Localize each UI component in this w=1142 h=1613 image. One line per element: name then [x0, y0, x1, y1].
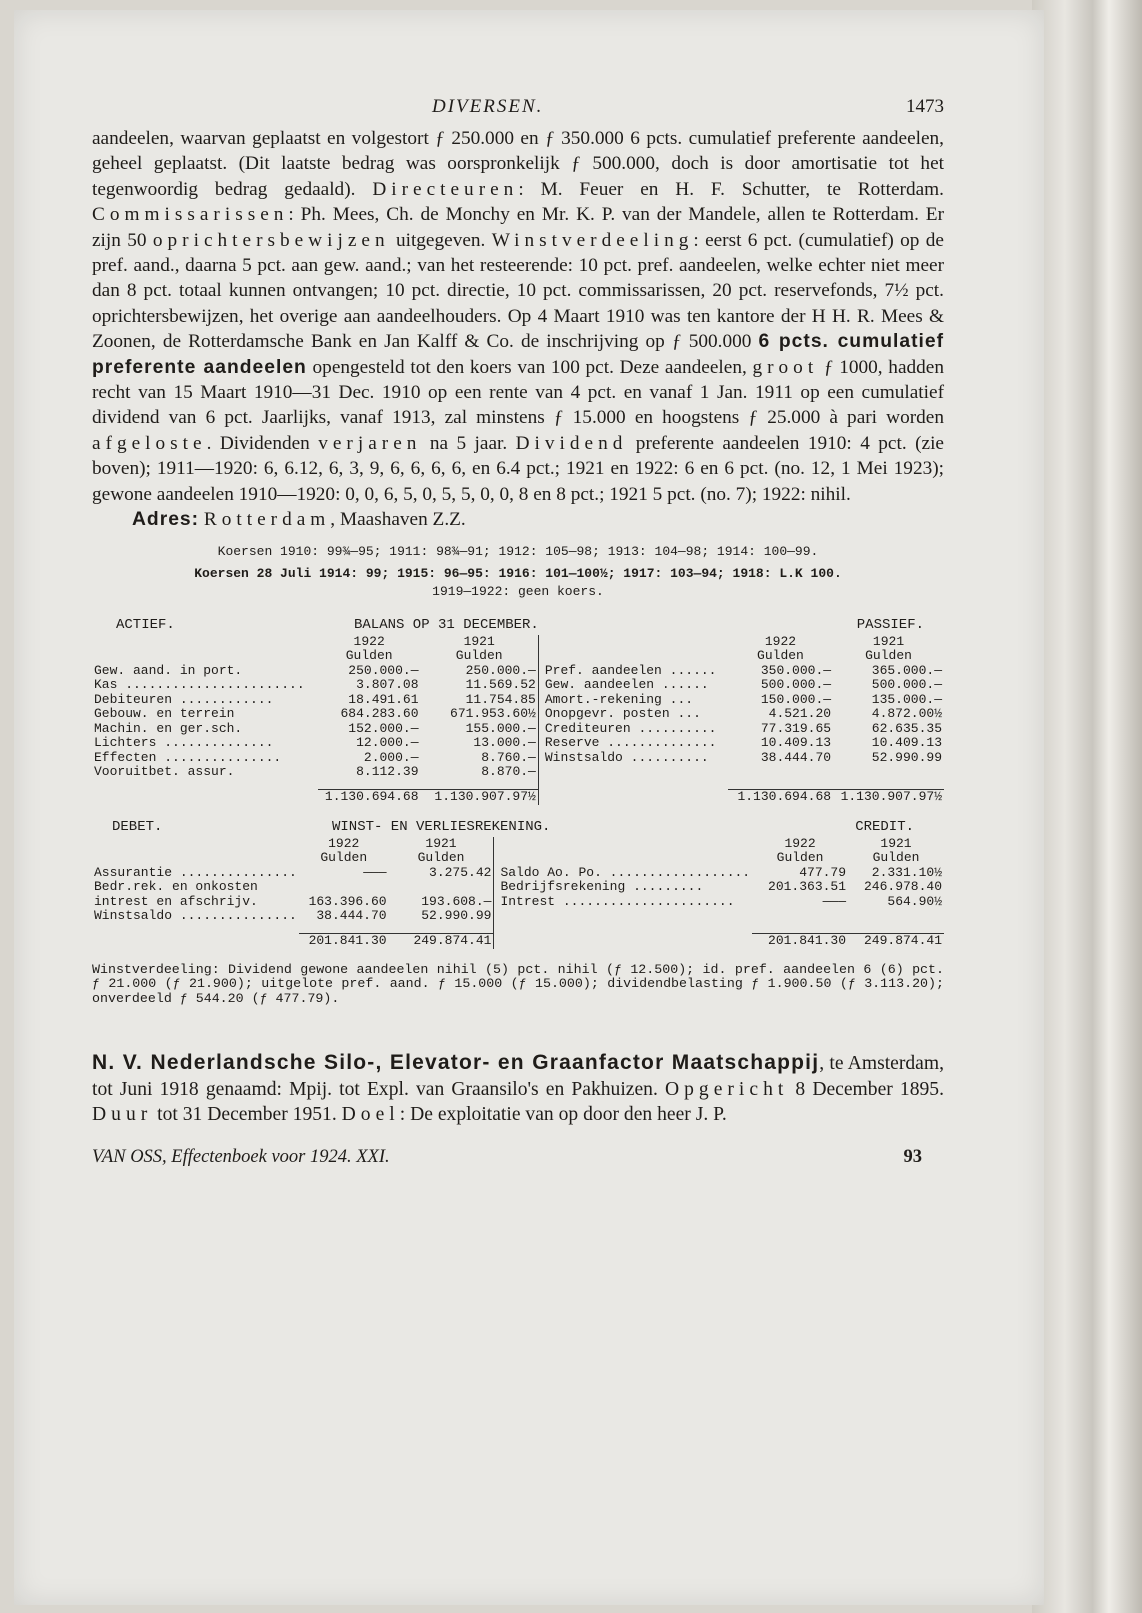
table-row — [92, 736, 944, 751]
unit-cell: Gulden — [417, 850, 465, 865]
body-text-segment: : M. Feuer en H. F. Schutter, te Rotterdam. — [518, 178, 944, 200]
value-cell: 155.000.— — [465, 720, 536, 736]
body-text-segment: : eerst 6 pct. (cumulatief) op de pref. aand., daarna 5 pct. aan gew. aand.; van het resteerende: 10 pct. pref. aandeelen, welke echter niet meer dan 8 pct. totaal kunnen ontvangen; 10 pct. directie, 10 pct. commissarissen, 20 pct. reservefonds, 7½ pct. oprichtersbewijzen, het overige aan aandeelhouders. Op 4 Maart 1910 was ten kantore der H H. R. Mees & Zoonen, de Rotterdamsche Bank en Jan Kalff & Co. de inschrijving op ƒ 500.000 — [92, 229, 944, 353]
row-label: Lichters .............. — [94, 735, 274, 750]
page-number: 1473 — [906, 96, 944, 117]
entry-duur: Duur — [92, 1104, 153, 1126]
table-row — [92, 693, 944, 708]
table-row — [92, 664, 944, 679]
passief-label: PASSIEF. — [856, 616, 924, 633]
row-label: Effecten ............... — [94, 749, 282, 765]
footer-sheet-number: 93 — [903, 1147, 922, 1168]
value-cell: 8.870.— — [481, 764, 536, 779]
winst-heading — [92, 819, 944, 837]
value-cell: 11.754.85 — [465, 691, 536, 707]
year-cell: 1922 — [353, 633, 385, 649]
body-text-segment: aandeelen, waarvan geplaatst en volgestort ƒ 250.000 en ƒ 350.000 6 pcts. cumulatief preferente aandeelen, geheel geplaatst. (Dit laatste bedrag was oorspronkelijk ƒ 500.000, doch is door amortisatie tot het tegenwoordig bedrag gedaald). — [92, 128, 944, 200]
year-cell: 1922 — [328, 835, 360, 851]
year-cell: 1921 — [425, 835, 457, 851]
table-row — [92, 751, 944, 766]
value-cell: 150.000.— — [760, 691, 832, 707]
value-cell: ——— — [363, 864, 387, 880]
value-cell: 10.409.13 — [760, 735, 832, 750]
value-cell: 671.953.60½ — [450, 706, 536, 721]
body-text-segment: Winstverdeeling — [491, 229, 694, 251]
value-cell: 246.978.40 — [863, 879, 942, 894]
unit-row — [92, 649, 944, 664]
running-header — [92, 96, 944, 126]
value-cell: 62.635.35 — [871, 720, 942, 736]
row-label: Amort.-rekening ... — [538, 693, 728, 708]
body-text-segment: : Ph. Mees, Ch. de Monchy en Mr. K. P. van der Mandele, allen te Rotterdam. Er zijn 50 — [92, 204, 944, 251]
year-row — [92, 837, 944, 852]
value-cell: 38.444.70 — [316, 908, 387, 923]
year-cell: 1921 — [463, 633, 495, 649]
table-row — [92, 880, 944, 895]
body-text-segment: opengesteld tot den koers van 100 pct. Deze aandeelen, — [306, 356, 753, 378]
total-cell: 249.874.41 — [848, 934, 944, 949]
value-cell: ——— — [822, 893, 847, 909]
value-cell: 4.521.20 — [768, 706, 832, 721]
balans-title: BALANS OP 31 DECEMBER. — [354, 616, 539, 633]
row-label — [494, 909, 752, 924]
address-street: , Maashaven Z.Z. — [330, 509, 466, 531]
body-text-segment: 6 pcts. cumulatief preferente aandeelen — [92, 331, 944, 378]
entry-doel: Doel — [341, 1104, 400, 1126]
body-text-segment: . Dividenden — [206, 432, 319, 454]
value-cell — [848, 909, 944, 924]
row-label: Machin. en ger.sch. — [94, 720, 243, 736]
value-cell — [752, 909, 848, 924]
body-text-segment: oprichtersbewijzen — [152, 229, 390, 251]
body-text-segment: Commissarissen — [92, 204, 289, 226]
total-cell: 1.130.694.68 — [318, 790, 421, 805]
running-title: DIVERSEN. — [432, 96, 544, 117]
row-label: Winstsaldo .......... — [538, 751, 728, 766]
address-city: Rotterdam — [203, 509, 331, 531]
entry-opgericht: Opgericht — [664, 1078, 789, 1100]
book-page — [14, 10, 1044, 1605]
body-text-segment: ƒ 1000, hadden recht van 15 Maart 1910—31 Dec. 1910 op een rente van 4 pct. en vanaf 1 Jan. 1911 op een cumulatief dividend van 6 pct. Jaarlijks, vanaf 1913, zal minstens ƒ 15.000 en hoogstens ƒ 25.000 à pari worden — [92, 356, 944, 429]
body-text-segment: uitgegeven. — [389, 229, 492, 251]
unit-cell: Gulden — [872, 850, 920, 865]
value-cell: 38.444.70 — [760, 749, 832, 765]
value-cell: 52.990.99 — [871, 749, 942, 765]
table-row — [92, 765, 944, 780]
value-cell: 18.491.61 — [348, 691, 419, 707]
row-label: Debiteuren ............ — [94, 691, 274, 707]
value-cell — [728, 765, 833, 780]
row-label: Gebouw. en terrein — [94, 706, 235, 721]
value-cell: 201.363.51 — [768, 879, 847, 894]
value-cell: 500.000.— — [760, 677, 832, 692]
value-cell: 11.569.52 — [465, 677, 536, 692]
body-text-segment: Dividend — [515, 432, 628, 454]
address-line — [92, 507, 944, 532]
row-label: Intrest ...................... — [494, 895, 752, 910]
total-cell: 249.874.41 — [389, 934, 494, 949]
value-cell: 8.760.— — [481, 749, 536, 765]
value-cell: 52.990.99 — [421, 908, 492, 923]
entry-text-4: : De exploitatie van op door den heer J. P. — [399, 1104, 727, 1126]
value-cell — [833, 765, 944, 780]
row-label: Kas ....................... — [94, 677, 305, 692]
row-label: Bedr.rek. en onkosten — [94, 879, 258, 894]
winst-title: WINST- EN VERLIESREKENING. — [332, 818, 551, 835]
winst-table — [92, 837, 944, 949]
value-cell: 365.000.— — [871, 662, 942, 678]
balans-heading — [92, 617, 944, 635]
value-cell: 684.283.60 — [340, 706, 419, 721]
unit-cell: Gulden — [455, 648, 503, 663]
value-cell: 8.112.39 — [356, 764, 419, 779]
unit-cell: Gulden — [345, 648, 393, 663]
total-cell: 1.130.907.97½ — [421, 790, 539, 805]
totals-row — [92, 934, 944, 949]
value-cell — [299, 880, 389, 895]
value-cell: 564.90½ — [887, 893, 942, 909]
next-company-entry — [92, 1050, 944, 1128]
table-row — [92, 678, 944, 693]
row-label: Onopgevr. posten ... — [538, 707, 728, 722]
unit-cell: Gulden — [757, 648, 804, 663]
total-cell: 201.841.30 — [752, 934, 848, 949]
totals-row — [92, 790, 944, 805]
value-cell: 250.000.— — [465, 662, 536, 678]
table-row — [92, 909, 944, 924]
value-cell: 135.000.— — [871, 691, 942, 707]
credit-label: CREDIT. — [855, 818, 914, 835]
year-cell: 1921 — [872, 633, 905, 649]
page-content — [92, 96, 944, 1173]
entry-text-2: 8 December 1895. — [788, 1078, 944, 1100]
row-label: Winstsaldo ............... — [94, 908, 297, 923]
debet-label: DEBET. — [112, 818, 163, 835]
page-footer — [92, 1147, 944, 1173]
value-cell: 3.807.08 — [356, 677, 419, 692]
unit-cell: Gulden — [865, 648, 912, 663]
row-label: Gew. aand. in port. — [94, 662, 243, 678]
koersen-line-3: 1919—1922: geen koers. — [432, 583, 604, 599]
table-row — [92, 895, 944, 910]
entry-heading: N. V. Nederlandsche Silo-, Elevator- en Graanfactor Maatschappij — [92, 1051, 820, 1074]
value-cell: 13.000.— — [473, 735, 536, 750]
unit-cell: Gulden — [776, 850, 824, 865]
footer-source: VAN OSS, Effectenboek voor 1924. XXI. — [92, 1147, 390, 1168]
body-text-segment: verjaren — [318, 432, 422, 454]
value-cell: 10.409.13 — [871, 735, 942, 750]
value-cell: 152.000.— — [348, 720, 419, 736]
row-label: Saldo Ao. Po. .................. — [494, 866, 752, 881]
row-label — [538, 765, 728, 780]
row-label: Crediteuren .......... — [538, 722, 728, 737]
company-description — [92, 126, 944, 507]
value-cell — [389, 880, 494, 895]
row-label: Reserve .............. — [538, 736, 728, 751]
value-cell: 350.000.— — [760, 662, 832, 678]
koersen-line-1: Koersen 1910: 99¾—95; 1911: 98¾—91; 1912: 105—98; 1913: 104—98; 1914: 100—99. — [217, 543, 819, 559]
entry-text-3: tot 31 December 1951. — [152, 1104, 342, 1126]
row-label: Vooruitbet. assur. — [94, 764, 235, 779]
balans-table — [92, 635, 944, 805]
value-cell: 77.319.65 — [760, 720, 832, 736]
table-row — [92, 707, 944, 722]
row-label: Pref. aandeelen ...... — [538, 664, 728, 679]
value-cell: 3.275.42 — [429, 864, 492, 880]
value-cell: 2.331.10½ — [871, 864, 942, 880]
winstverdeeling-note: Winstverdeeling: Dividend gewone aandeelen nihil (5) pct. nihil (ƒ 12.500); id. pref. aandeelen 6 (6) pct. ƒ 21.000 (ƒ 21.900); uitgelote pref. aand. ƒ 15.000 (ƒ 15.000); dividendbelasting ƒ 1.900.50 (ƒ 3.113.20); onverdeeld ƒ 544.20 (ƒ 477.79). — [92, 961, 944, 1006]
entry-text-1: , te Amsterdam, tot Juni 1918 genaamd: Mpij. tot Expl. van Graansilo's en Pakhuizen. — [92, 1053, 944, 1100]
unit-row — [92, 851, 944, 866]
year-cell: 1922 — [784, 835, 816, 851]
year-row — [92, 635, 944, 650]
address-label: Adres: — [132, 509, 200, 531]
body-text-segment: Directeuren — [372, 178, 519, 200]
body-text-segment: afgeloste — [92, 432, 207, 454]
value-cell: 477.79 — [799, 864, 847, 880]
year-cell: 1922 — [764, 633, 797, 649]
year-cell: 1921 — [880, 835, 912, 851]
value-cell: 250.000.— — [348, 662, 419, 678]
row-label: intrest en afschrijv. — [94, 893, 258, 909]
table-row — [92, 866, 944, 881]
value-cell: 12.000.— — [356, 735, 419, 750]
book-page-edges — [1032, 0, 1142, 1613]
row-label: Gew. aandeelen ...... — [538, 678, 728, 693]
total-cell: 201.841.30 — [299, 934, 389, 949]
value-cell: 4.872.00½ — [871, 706, 942, 721]
body-text-segment: na 5 jaar. — [421, 432, 516, 454]
value-cell: 2.000.— — [363, 749, 419, 765]
unit-cell: Gulden — [320, 850, 368, 865]
row-label: Bedrijfsrekening ......... — [494, 880, 752, 895]
body-text-segment: groot — [752, 356, 819, 378]
value-cell: 163.396.60 — [308, 893, 387, 909]
value-cell: 193.608.— — [421, 893, 492, 909]
table-row — [92, 722, 944, 737]
koersen-block — [92, 541, 944, 599]
total-cell: 1.130.694.68 — [728, 790, 833, 805]
row-label: Assurantie ............... — [94, 864, 297, 880]
koersen-line-2: Koersen 28 Juli 1914: 99; 1915: 96—95: 1916: 101—100½; 1917: 103—94; 1918: L.K 100. — [194, 565, 842, 581]
actief-label: ACTIEF. — [116, 616, 175, 633]
total-cell: 1.130.907.97½ — [833, 790, 944, 805]
body-text-segment: preferente aandeelen 1910: 4 pct. (zie boven); 1911—1920: 6, 6.12, 6, 3, 9, 6, 6, 6, 6, en 6.4 pct.; 1921 en 1922: 6 en 6 pct. (no. 12, 1 Mei 1923); gewone aandeelen 1910—1920: 0, 0, 6, 5, 0, 5, 5, 0, 0, 8 en 8 pct.; 1921 5 pct. (no. 7); 1922: nihil. — [92, 432, 944, 505]
value-cell: 500.000.— — [871, 677, 942, 692]
